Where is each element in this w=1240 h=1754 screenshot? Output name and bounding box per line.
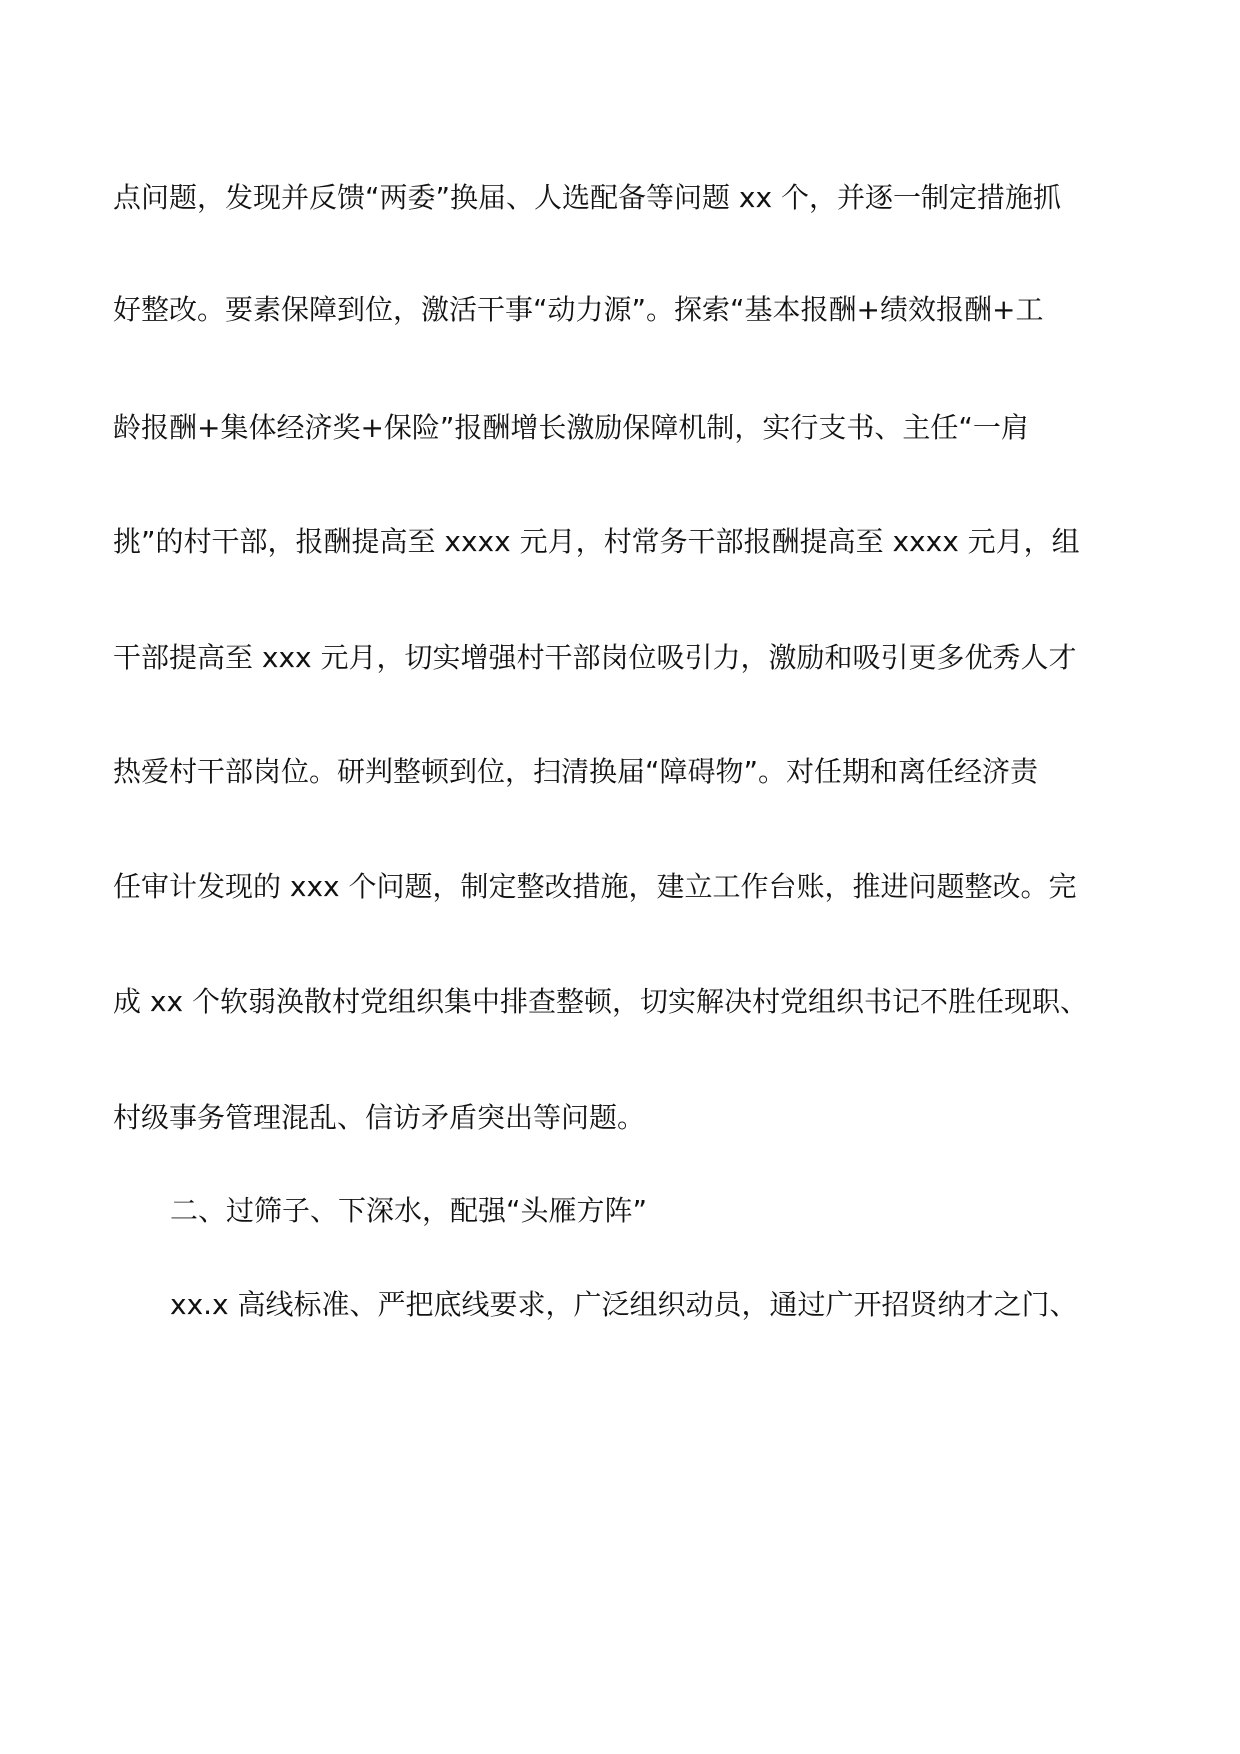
paragraph-line-6: 热爱村干部岗位。研判整顿到位，扫清换届“障碍物”。对任期和离任经济责: [113, 755, 1039, 788]
paragraph-line-8: 成 xx 个软弱涣散村党组织集中排查整顿，切实解决村党组织书记不胜任现职、: [113, 985, 1088, 1018]
paragraph-line-2: 好整改。要素保障到位，激活干事“动力源”。探索“基本报酬+绩效报酬+工: [113, 293, 1044, 326]
paragraph-line-4: 挑”的村干部，报酬提高至 xxxx 元月，村常务干部报酬提高至 xxxx 元月，组: [113, 525, 1080, 558]
section-heading: 二、过筛子、下深水，配强“头雁方阵”: [170, 1194, 648, 1227]
paragraph-line-9: 村级事务管理混乱、信访矛盾突出等问题。: [113, 1101, 646, 1134]
paragraph-line-1: 点问题，发现并反馈“两委”换届、人选配备等问题 xx 个，并逐一制定措施抓: [113, 181, 1061, 214]
paragraph-line-5: 干部提高至 xxx 元月，切实增强村干部岗位吸引力，激励和吸引更多优秀人才: [113, 641, 1077, 674]
section-paragraph-line: xx.x 高线标准、严把底线要求，广泛组织动员，通过广开招贤纳才之门、: [170, 1288, 1078, 1321]
paragraph-line-3: 龄报酬+集体经济奖+保险”报酬增长激励保障机制，实行支书、主任“一肩: [113, 411, 1029, 444]
paragraph-line-7: 任审计发现的 xxx 个问题，制定整改措施，建立工作台账，推进问题整改。完: [113, 870, 1077, 903]
